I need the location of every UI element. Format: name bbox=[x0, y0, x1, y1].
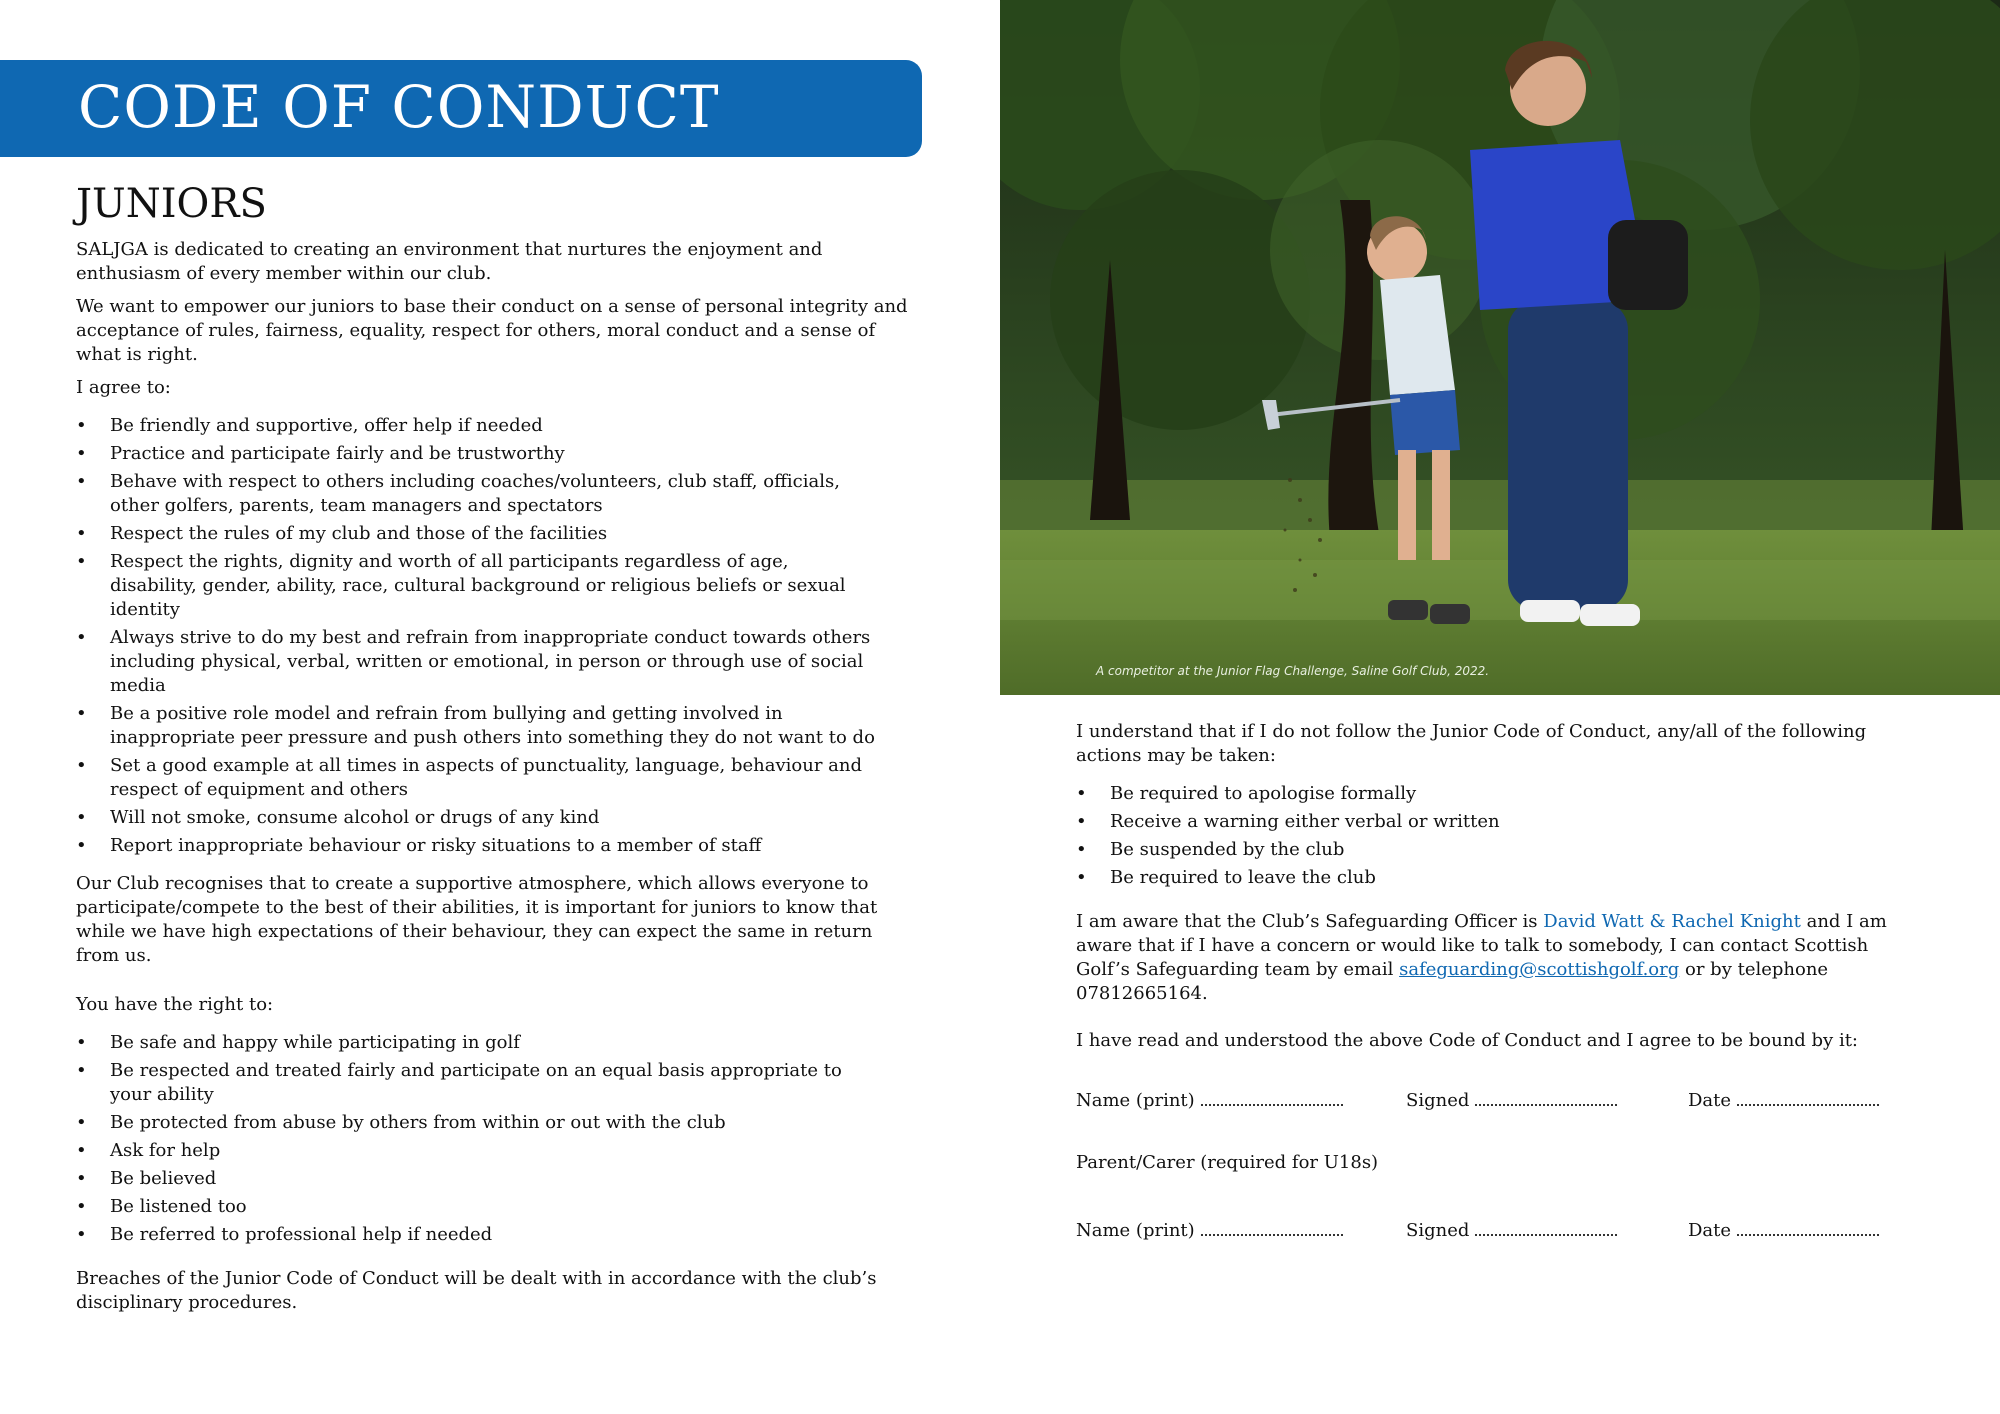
list-item: • Set a good example at all times in aspects of punctuality, language, behaviour and respect of equipment and others bbox=[76, 754, 880, 802]
recognise-paragraph: Our Club recognises that to create a supportive atmosphere, which allows everyone to participate/compete to the best of their abilities, it is important for juniors to know that while we have high expectations of their behaviour, they can expect the same in return from us. bbox=[76, 873, 878, 966]
date-field[interactable] bbox=[1688, 1219, 1896, 1243]
name-print-field[interactable] bbox=[1076, 1219, 1406, 1243]
safeguarding-email-link[interactable]: safeguarding@scottishgolf.org bbox=[1399, 959, 1680, 980]
date-line[interactable] bbox=[1737, 1233, 1879, 1236]
list-item: • Will not smoke, consume alcohol or drugs of any kind bbox=[76, 806, 880, 830]
signed-line[interactable] bbox=[1475, 1103, 1617, 1106]
right-content bbox=[1076, 720, 1896, 1243]
agree-list bbox=[76, 414, 916, 858]
golf-photo-illustration bbox=[1000, 0, 2000, 695]
name-print-label: Name (print) bbox=[1076, 1090, 1195, 1111]
list-item: • Be friendly and supportive, offer help if needed bbox=[76, 414, 880, 438]
safeguarding-text-pre: I am aware that the Club’s Safeguarding Officer is bbox=[1076, 911, 1544, 932]
safeguarding-text-post: or by telephone 07812665164. bbox=[1076, 959, 1829, 1004]
title-banner bbox=[0, 60, 922, 157]
list-item: • Be required to leave the club bbox=[1076, 866, 1896, 890]
list-item: • Be listened too bbox=[76, 1195, 880, 1219]
name-print-line[interactable] bbox=[1201, 1233, 1343, 1236]
list-item: • Always strive to do my best and refrain from inappropriate conduct towards others including physical, verbal, written or emotional, in person or through use of social media bbox=[76, 626, 880, 698]
rights-list bbox=[76, 1031, 916, 1247]
date-label: Date bbox=[1688, 1220, 1732, 1241]
list-item: • Be protected from abuse by others from within or out with the club bbox=[76, 1111, 880, 1135]
signed-field[interactable] bbox=[1406, 1219, 1688, 1243]
spacer bbox=[76, 1255, 916, 1267]
read-statement: I have read and understood the above Code of Conduct and I agree to be bound by it: bbox=[1076, 1030, 1858, 1051]
safeguarding-paragraph bbox=[1076, 910, 1896, 1006]
intro-paragraph-2: We want to empower our juniors to base their conduct on a sense of personal integrity and acceptance of rules, fairness, equality, respect for others, moral conduct and a sense of what is right. bbox=[76, 296, 908, 365]
photo-caption: A competitor at the Junior Flag Challenge, Saline Golf Club, 2022. bbox=[1096, 664, 1490, 678]
date-line[interactable] bbox=[1737, 1103, 1879, 1106]
signed-line[interactable] bbox=[1475, 1233, 1617, 1236]
date-field[interactable] bbox=[1688, 1089, 1896, 1113]
signed-label: Signed bbox=[1406, 1220, 1470, 1241]
parent-carer-label: Parent/Carer (required for U18s) bbox=[1076, 1152, 1379, 1173]
actions-list bbox=[1076, 782, 1896, 890]
list-item: • Be referred to professional help if needed bbox=[76, 1223, 880, 1247]
intro-paragraph-1: SALJGA is dedicated to creating an environment that nurtures the enjoyment and enthusiasm of every member within our club. bbox=[76, 239, 823, 284]
list-item: • Be believed bbox=[76, 1167, 880, 1191]
section-title-juniors: JUNIORS bbox=[76, 181, 267, 227]
list-item: • Receive a warning either verbal or written bbox=[1076, 810, 1896, 834]
left-page bbox=[0, 0, 990, 1414]
name-print-field[interactable] bbox=[1076, 1089, 1406, 1113]
list-item: • Be required to apologise formally bbox=[1076, 782, 1896, 806]
agree-label: I agree to: bbox=[76, 377, 171, 398]
spacer bbox=[1076, 1015, 1896, 1029]
page-title: CODE OF CONDUCT bbox=[78, 73, 720, 141]
list-item: • Behave with respect to others including coaches/volunteers, club staff, officials, other golfers, parents, team managers and spectators bbox=[76, 470, 880, 518]
list-item: • Be suspended by the club bbox=[1076, 838, 1896, 862]
list-item: • Ask for help bbox=[76, 1139, 880, 1163]
rights-label: You have the right to: bbox=[76, 994, 274, 1015]
signature-row-junior bbox=[1076, 1089, 1896, 1113]
list-item: • Be respected and treated fairly and participate on an equal basis appropriate to your ability bbox=[76, 1059, 880, 1107]
list-item: • Respect the rights, dignity and worth of all participants regardless of age, disability, gender, ability, race, cultural background or religious beliefs or sexual identity bbox=[76, 550, 880, 622]
list-item: • Respect the rules of my club and those of the facilities bbox=[76, 522, 880, 546]
name-print-label: Name (print) bbox=[1076, 1220, 1195, 1241]
spacer bbox=[1076, 898, 1896, 910]
breaches-paragraph: Breaches of the Junior Code of Conduct will be dealt with in accordance with the club’s disciplinary procedures. bbox=[76, 1268, 877, 1313]
name-print-line[interactable] bbox=[1201, 1103, 1343, 1106]
signed-label: Signed bbox=[1406, 1090, 1470, 1111]
list-item: • Be safe and happy while participating in golf bbox=[76, 1031, 880, 1055]
list-item: • Be a positive role model and refrain from bullying and getting involved in inappropriate peer pressure and push others into something they do not want to do bbox=[76, 702, 880, 750]
signature-row-parent bbox=[1076, 1219, 1896, 1243]
golf-photo bbox=[1000, 0, 2000, 695]
spacer bbox=[76, 977, 916, 993]
understand-paragraph: I understand that if I do not follow the Junior Code of Conduct, any/all of the following actions may be taken: bbox=[1076, 721, 1867, 766]
signed-field[interactable] bbox=[1406, 1089, 1688, 1113]
list-item: • Practice and participate fairly and be trustworthy bbox=[76, 442, 880, 466]
safeguarding-officer-names: David Watt & Rachel Knight bbox=[1543, 911, 1801, 932]
left-content bbox=[76, 180, 916, 1324]
safeguarding-text-mid: and I am aware that if I have a concern or would like to talk to somebody, I can contact Scottish Golf’s Safeguarding team by email bbox=[1076, 911, 1887, 980]
date-label: Date bbox=[1688, 1090, 1732, 1111]
list-item: • Report inappropriate behaviour or risky situations to a member of staff bbox=[76, 834, 880, 858]
